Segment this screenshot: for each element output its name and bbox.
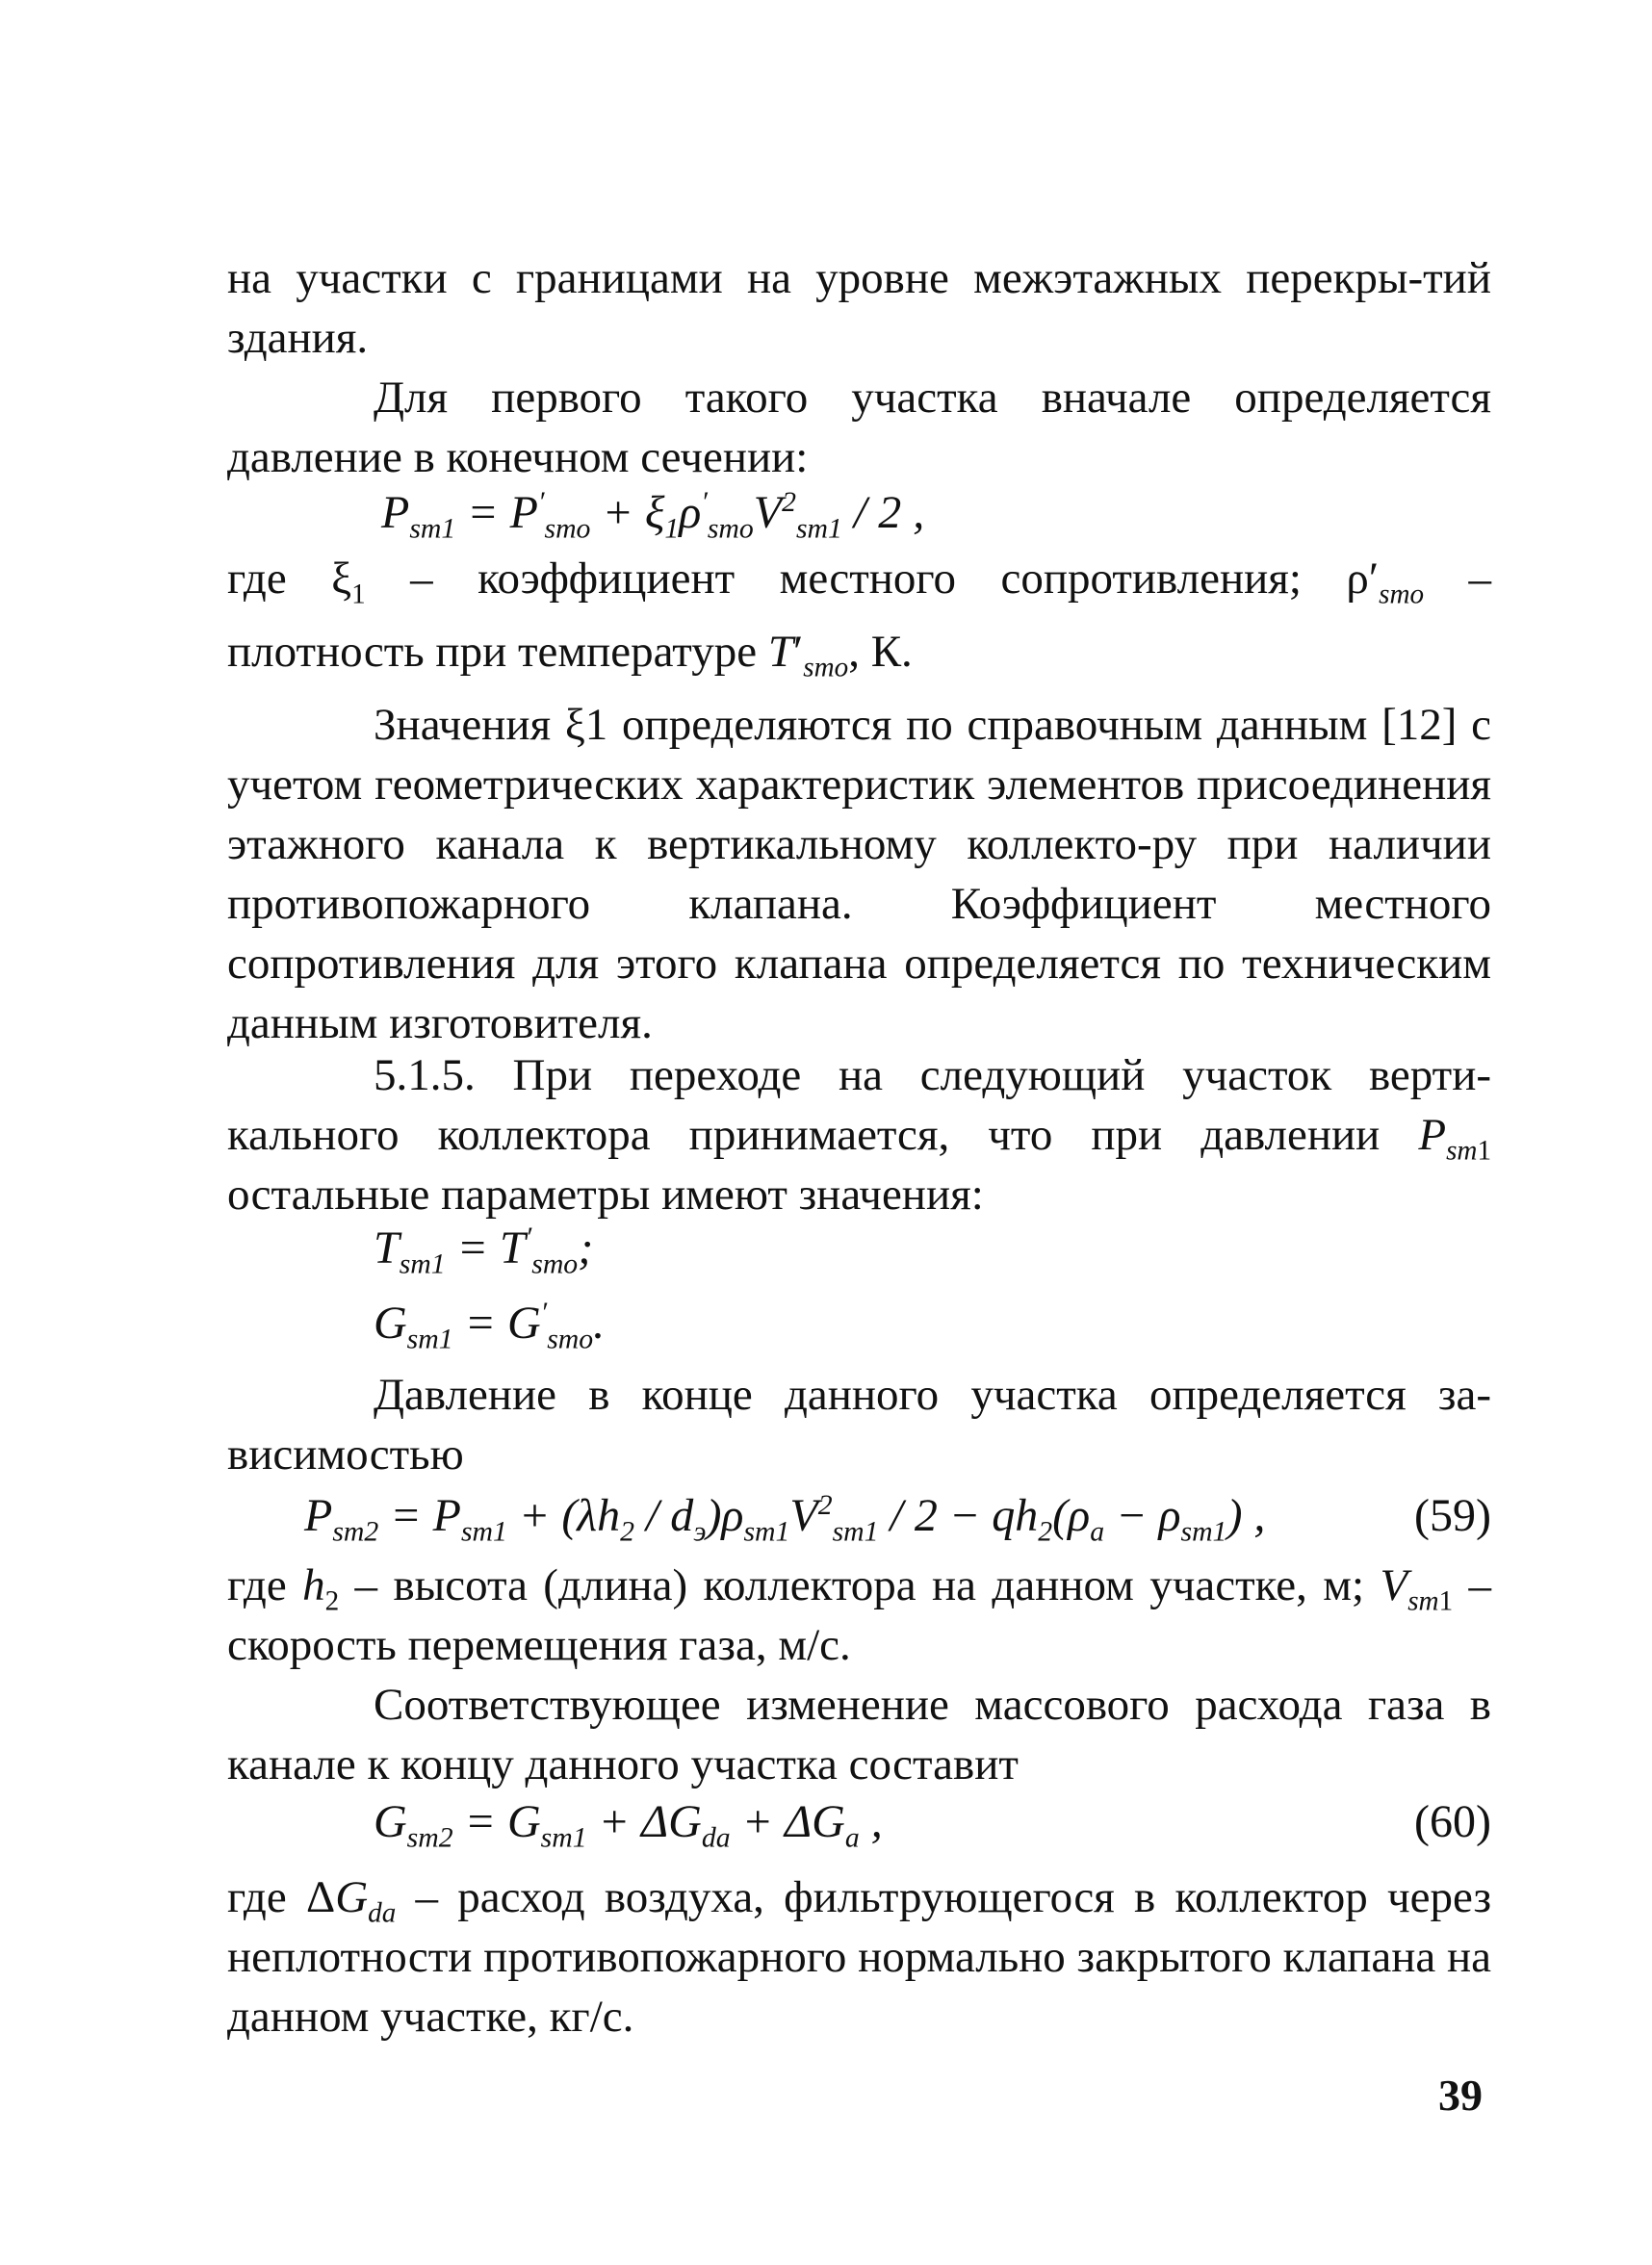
formula-60 bbox=[227, 1789, 1491, 1856]
paragraph-9-text: где $\Delta G_{da}$ – расход воздуха, фильтрующегося в коллектор через неплотности противопожарного нормально закрытого клапана на данном участке, кг/с. bbox=[227, 1872, 1492, 2042]
formula-59-text: $P_{sm2} = P_{sm1} + (\lambda h_2 / d_э)\rho_{sm1}V^2_{sm1} / 2 - qh_2(\rho_a - \rho_{sm1})$ , bbox=[304, 1489, 1266, 1548]
formula-psm1 bbox=[227, 479, 1491, 547]
equation-number-59: (59) bbox=[1414, 1490, 1491, 1541]
paragraph-8: Соответствующее изменение массового расхода газа в канале к концу данного участка составит bbox=[227, 1680, 1491, 1789]
formula-tsm1 bbox=[227, 1215, 1491, 1282]
paragraph-7-text: где $h_2$ – высота (длина) коллектора на данном участке, м; $V_{sm1}$ – скорость перемещения газа, м/с. bbox=[227, 1560, 1492, 1670]
paragraph-3-line-1: где $\xi_1$ – коэффициент местного сопротивления; $\rho'_{smo}$ – bbox=[227, 553, 1492, 610]
paragraph-6: Давление в конце данного участка определяется за-висимостью bbox=[227, 1370, 1491, 1480]
paragraph-7 bbox=[227, 1556, 1491, 1675]
equation-number-60: (60) bbox=[1414, 1796, 1491, 1847]
formula-tsm1-text: $T_{sm1} = T'_{smo}$; bbox=[374, 1222, 594, 1280]
paragraph-9 bbox=[227, 1867, 1491, 2046]
paragraph-3 bbox=[227, 549, 1491, 682]
formula-gsm1-text: $G_{sm1} = G'_{smo}$. bbox=[374, 1297, 606, 1355]
formula-59 bbox=[227, 1482, 1491, 1550]
paragraph-1: на участки с границами на уровне межэтажных перекры-тий здания. bbox=[227, 253, 1491, 363]
formula-gsm1 bbox=[227, 1290, 1491, 1357]
paragraph-3-line-2: плотность при температуре $T'_{smo}$, К. bbox=[227, 627, 913, 683]
paragraph-4: Значения ξ1 определяются по справочным данным [12] с учетом геометрических характеристик элементов присоединения этажного канала к вертикальному коллекто-ру при наличии противопожарного клапана. Коэффициент местного сопротивления для этого клапана определяется по техническим данным изготовителя. bbox=[227, 700, 1491, 1048]
paragraph-5 bbox=[227, 1045, 1491, 1224]
page-number: 39 bbox=[1438, 2071, 1483, 2120]
formula-psm1-text: $P_{sm1} = P'_{smo} + \xi_1\rho'_{smo}V^2_{sm1} / 2$ , bbox=[381, 486, 925, 545]
paragraph-2: Для первого такого участка вначале определяется давление в конечном сечении: bbox=[227, 373, 1491, 482]
paragraph-5-text: 5.1.5. При переходе на следующий участок верти-кального коллектора принимается, что при давлении $P_{sm1}$ остальные параметры имеют значения: bbox=[227, 1050, 1491, 1220]
formula-60-text: $G_{sm2} = G_{sm1} + \Delta G_{da} + \Delta G_a$ , bbox=[374, 1796, 883, 1854]
